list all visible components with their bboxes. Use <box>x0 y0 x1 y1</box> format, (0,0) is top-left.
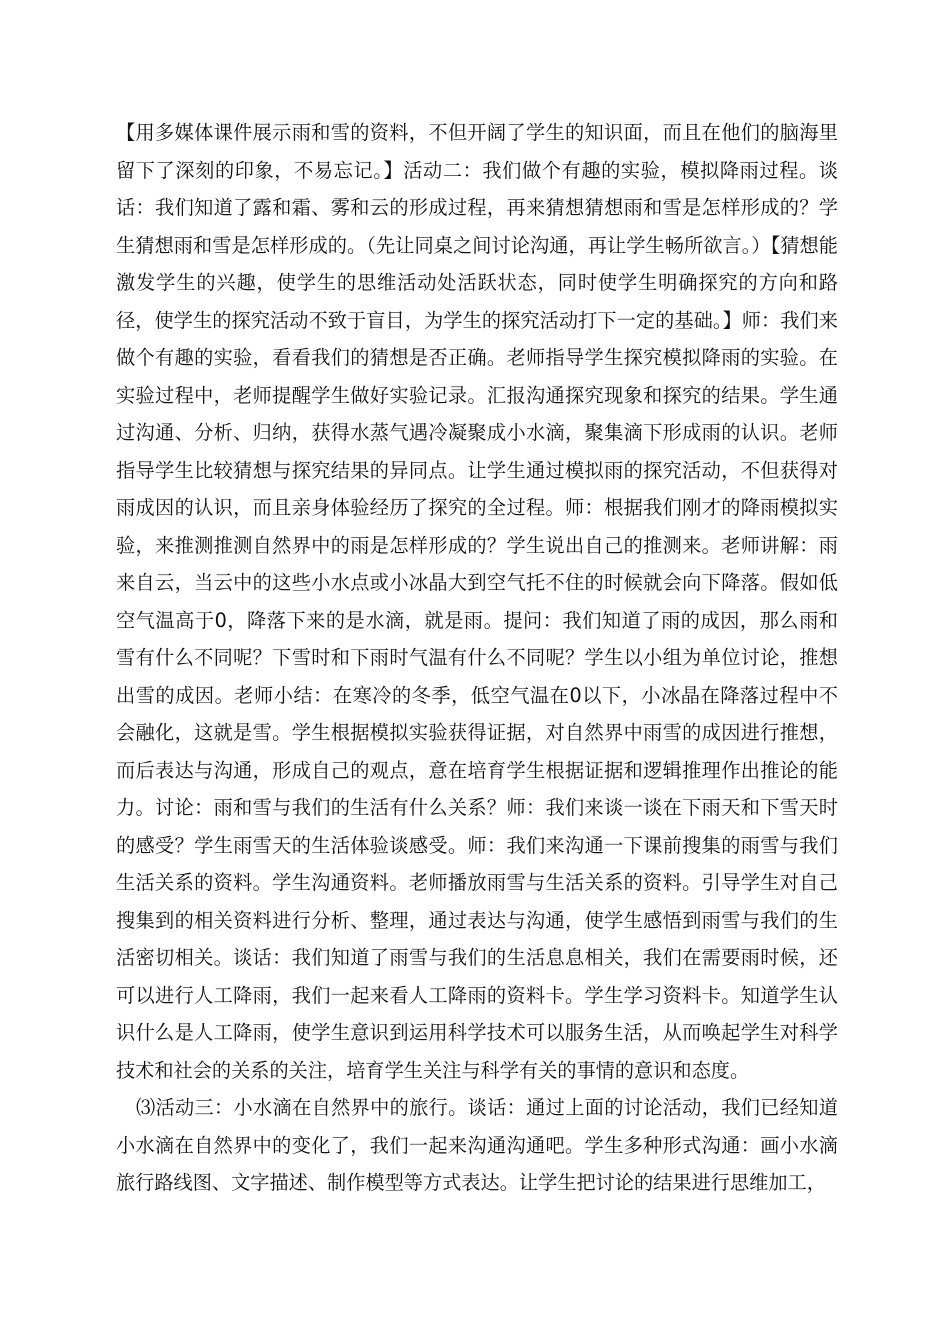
document-body <box>116 114 838 1202</box>
paragraph-activity-two: 【用多媒体课件展示雨和雪的资料，不但开阔了学生的知识面，而且在他们的脑海里留下了深刻的印象，不易忘记。】活动二：我们做个有趣的实验，模拟降雨过程。谈话：我们知道了露和霜、雾和云的形成过程，再来猜想猜想雨和雪是怎样形成的？学生猜想雨和雪是怎样形成的。（先让同桌之间讨论沟通，再让学生畅所欲言。）【猜想能激发学生的兴趣，使学生的思维活动处活跃状态，同时使学生明确探究的方向和路径，使学生的探究活动不致于盲目，为学生的探究活动打下一定的基础。】师：我们来做个有趣的实验，看看我们的猜想是否正确。老师指导学生探究模拟降雨的实验。在实验过程中，老师提醒学生做好实验记录。汇报沟通探究现象和探究的结果。学生通过沟通、分析、归纳，获得水蒸气遇冷凝聚成小水滴，聚集滴下形成雨的认识。老师指导学生比较猜想与探究结果的异同点。让学生通过模拟雨的探究活动，不但获得对雨成因的认识，而且亲身体验经历了探究的全过程。师：根据我们刚才的降雨模拟实验，来推测推测自然界中的雨是怎样形成的？学生说出自己的推测来。老师讲解：雨来自云，当云中的这些小水点或小冰晶大到空气托不住的时候就会向下降落。假如低空气温高于0，降落下来的是水滴，就是雨。提问：我们知道了雨的成因，那么雨和雪有什么不同呢？下雪时和下雨时气温有什么不同呢？学生以小组为单位讨论，推想出雪的成因。老师小结：在寒冷的冬季，低空气温在0以下，小冰晶在降落过程中不会融化，这就是雪。学生根据模拟实验获得证据，对自然界中雨雪的成因进行推想，而后表达与沟通，形成自己的观点，意在培育学生根据证据和逻辑推理作出推论的能力。讨论：雨和雪与我们的生活有什么关系？师：我们来谈一谈在下雨天和下雪天时的感受？学生雨雪天的生活体验谈感受。师：我们来沟通一下课前搜集的雨雪与我们生活关系的资料。学生沟通资料。老师播放雨雪与生活关系的资料。引导学生对自己搜集到的相关资料进行分析、整理，通过表达与沟通，使学生感悟到雨雪与我们的生活密切相关。谈话：我们知道了雨雪与我们的生活息息相关，我们在需要雨时候，还可以进行人工降雨，我们一起来看人工降雨的资料卡。学生学习资料卡。知道学生认识什么是人工降雨，使学生意识到运用科学技术可以服务生活，从而唤起学生对科学技术和社会的关系的关注，培育学生关注与科学有关的事情的意识和态度。 <box>116 121 838 1082</box>
paragraph-activity-three: ⑶活动三：小水滴在自然界中的旅行。谈话：通过上面的讨论活动，我们已经知道小水滴在自然界中的变化了，我们一起来沟通沟通吧。学生多种形式沟通：画小水滴旅行路线图、文字描述、制作模型等方式表达。让学生把讨论的结果进行思维加工， <box>116 1096 838 1194</box>
